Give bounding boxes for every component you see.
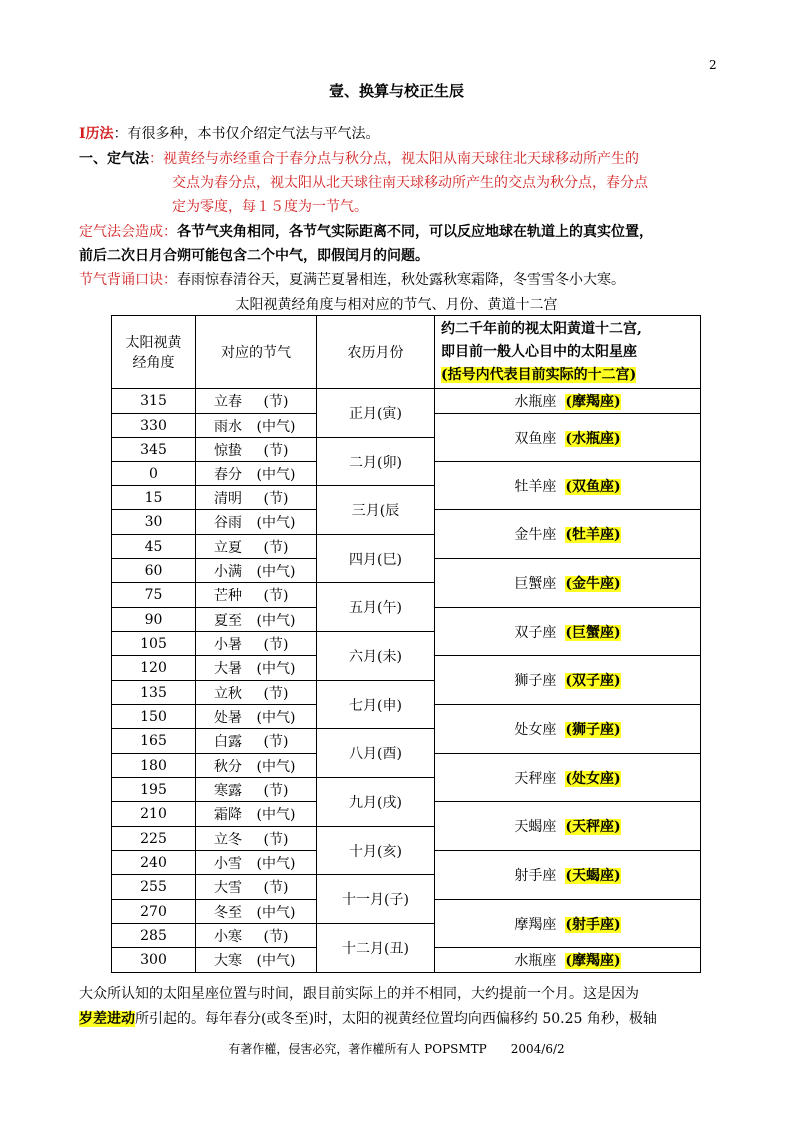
angle-cell: 120 bbox=[112, 656, 196, 681]
zodiac-gap bbox=[556, 394, 565, 410]
header-angle bbox=[112, 316, 196, 389]
zodiac-sign-name: 牡羊座 bbox=[514, 478, 557, 495]
solar-term-name: 白露 bbox=[214, 734, 242, 750]
mnemonic-prefix: 节气背诵口诀： bbox=[79, 272, 177, 288]
angle-cell: 180 bbox=[112, 754, 196, 778]
solar-term-cell bbox=[196, 414, 317, 438]
zodiac-sign-name: 天蝎座 bbox=[514, 819, 557, 835]
solar-term-name: 谷雨 bbox=[214, 515, 242, 531]
solar-term-type: (节) bbox=[263, 539, 289, 556]
zodiac-sign-name: 双鱼座 bbox=[514, 430, 557, 447]
solar-term-cell bbox=[196, 778, 317, 802]
causes-bold1: 各节气夹角相同，各节气实际距离不同，可以反应地球在轨道上的真实位置， bbox=[177, 224, 653, 240]
zodiac-gap bbox=[556, 953, 565, 969]
solar-term-type: (节) bbox=[263, 880, 289, 896]
zodiac-cell bbox=[435, 705, 701, 754]
zodiac-cell bbox=[435, 948, 701, 973]
solar-term-type: (节) bbox=[263, 782, 289, 799]
header-zodiac-line3 bbox=[441, 364, 700, 387]
solar-term-name: 小寒 bbox=[214, 928, 242, 945]
zodiac-actual-sign: (水瓶座) bbox=[565, 430, 621, 447]
solar-term-cell bbox=[196, 510, 317, 535]
solar-term-type: (中气) bbox=[256, 758, 296, 775]
solar-term-name: 芒种 bbox=[214, 588, 242, 604]
zodiac-gap bbox=[556, 722, 565, 738]
solar-term-cell bbox=[196, 438, 317, 462]
lunar-month-cell: 三月(辰 bbox=[317, 486, 435, 535]
solar-term-name: 小暑 bbox=[214, 636, 242, 653]
zodiac-sign-name: 摩羯座 bbox=[514, 916, 557, 933]
angle-cell: 105 bbox=[112, 632, 196, 656]
solar-term-type: (中气) bbox=[256, 807, 296, 823]
precession-highlight: 岁差进动 bbox=[79, 1011, 135, 1027]
solar-term-cell bbox=[196, 851, 317, 875]
angle-cell: 315 bbox=[112, 389, 196, 414]
angle-cell: 195 bbox=[112, 778, 196, 802]
solar-term-cell bbox=[196, 827, 317, 851]
table-row bbox=[112, 389, 701, 414]
zodiac-actual-sign: (摩羯座) bbox=[565, 953, 621, 969]
zodiac-sign-name: 双子座 bbox=[514, 624, 557, 641]
solar-term-cell bbox=[196, 389, 317, 414]
solar-term-cell bbox=[196, 705, 317, 729]
solar-term-name: 处暑 bbox=[214, 709, 242, 726]
angle-cell: 135 bbox=[112, 681, 196, 705]
solar-term-name: 小雪 bbox=[214, 855, 242, 872]
lunar-month-cell: 八月(酉) bbox=[317, 729, 435, 778]
lunar-month-cell: 十二月(丑) bbox=[317, 924, 435, 973]
header-angle-line2: 经角度 bbox=[132, 355, 175, 371]
solar-term-type: (节) bbox=[263, 442, 289, 459]
zodiac-actual-sign: (狮子座) bbox=[565, 722, 621, 738]
zodiac-sign-name: 天秤座 bbox=[514, 770, 557, 787]
lunar-month-cell: 五月(午) bbox=[317, 583, 435, 632]
solar-term-cell bbox=[196, 608, 317, 632]
zodiac-cell bbox=[435, 802, 701, 851]
zodiac-gap bbox=[556, 625, 565, 641]
table-caption: 太阳视黄经角度与相对应的节气、月份、黄道十二宫 bbox=[235, 297, 558, 313]
zodiac-cell bbox=[435, 900, 701, 948]
header-angle-line1: 太阳视黄 bbox=[125, 335, 182, 351]
angle-cell: 150 bbox=[112, 705, 196, 729]
angle-cell: 270 bbox=[112, 900, 196, 924]
zodiac-gap bbox=[556, 771, 565, 787]
zodiac-cell bbox=[435, 389, 701, 414]
lunar-month-cell: 二月(卯) bbox=[317, 438, 435, 486]
solar-term-name: 惊蛰 bbox=[214, 442, 242, 459]
lunar-month-cell: 六月(未) bbox=[317, 632, 435, 681]
page-number: 2 bbox=[709, 58, 717, 72]
solar-term-type: (中气) bbox=[256, 515, 296, 531]
angle-cell: 75 bbox=[112, 583, 196, 608]
solar-term-name: 霜降 bbox=[214, 807, 242, 823]
solar-term-name: 立冬 bbox=[214, 831, 242, 848]
solar-term-type: (中气) bbox=[256, 661, 296, 677]
solar-term-cell bbox=[196, 559, 317, 583]
causes-prefix: 定气法会造成： bbox=[79, 224, 177, 240]
angle-cell: 30 bbox=[112, 510, 196, 535]
angle-cell: 300 bbox=[112, 948, 196, 973]
zodiac-actual-sign: (摩羯座) bbox=[565, 394, 621, 410]
zodiac-cell bbox=[435, 754, 701, 802]
after-table-line2 bbox=[79, 1008, 657, 1030]
solar-term-cell bbox=[196, 802, 317, 827]
causes-line1 bbox=[79, 221, 653, 243]
angle-cell: 255 bbox=[112, 875, 196, 900]
solar-term-type: (中气) bbox=[256, 466, 296, 483]
zodiac-cell bbox=[435, 656, 701, 705]
header-zodiac bbox=[435, 316, 701, 389]
zodiac-sign-name: 狮子座 bbox=[514, 673, 557, 689]
solar-term-cell bbox=[196, 632, 317, 656]
solar-term-cell bbox=[196, 583, 317, 608]
zodiac-actual-sign: (双鱼座) bbox=[565, 478, 621, 495]
intro-line bbox=[79, 123, 380, 145]
solar-term-cell bbox=[196, 924, 317, 948]
mnemonic-line bbox=[79, 269, 625, 291]
solar-term-cell bbox=[196, 535, 317, 559]
solar-term-name: 雨水 bbox=[214, 418, 242, 435]
zodiac-gap bbox=[556, 431, 565, 447]
angle-cell: 90 bbox=[112, 608, 196, 632]
zodiac-gap bbox=[556, 527, 565, 543]
solar-term-type: (节) bbox=[263, 831, 289, 848]
solar-term-name: 大暑 bbox=[214, 661, 242, 677]
solar-term-type: (中气) bbox=[256, 855, 296, 872]
solar-term-type: (中气) bbox=[256, 904, 296, 921]
header-zodiac-note: (括号内代表目前实际的十二宫) bbox=[441, 366, 637, 383]
intro-label: Ⅰ历法 bbox=[79, 126, 114, 142]
solar-term-type: (节) bbox=[263, 734, 289, 750]
angle-cell: 210 bbox=[112, 802, 196, 827]
after-table-text: 所引起的。每年春分(或冬至)时，太阳的视黄经位置均向西偏移约 50.25 角秒，极轴 bbox=[135, 1011, 657, 1027]
solar-term-name: 大雪 bbox=[214, 880, 242, 896]
solar-term-type: (节) bbox=[263, 928, 289, 945]
zodiac-gap bbox=[556, 673, 565, 689]
solar-term-name: 春分 bbox=[214, 466, 242, 483]
zodiac-actual-sign: (金牛座) bbox=[565, 576, 621, 592]
zodiac-actual-sign: (射手座) bbox=[565, 916, 621, 933]
solar-term-name: 立春 bbox=[214, 394, 242, 410]
solar-term-cell bbox=[196, 486, 317, 510]
solar-term-type: (中气) bbox=[256, 563, 296, 580]
solar-term-cell bbox=[196, 656, 317, 681]
solar-term-name: 立夏 bbox=[214, 539, 242, 556]
causes-line2: 前后二次日月合朔可能包含二个中气，即假闰月的问题。 bbox=[79, 248, 429, 264]
header-zodiac-line1: 约二千年前的视太阳黄道十二宫, bbox=[441, 320, 642, 337]
solar-term-name: 大寒 bbox=[214, 953, 242, 969]
lunar-month-cell: 十月(亥) bbox=[317, 827, 435, 875]
zodiac-sign-name: 水瓶座 bbox=[514, 394, 557, 410]
zodiac-sign-name: 巨蟹座 bbox=[514, 576, 557, 592]
lunar-month-cell: 七月(申) bbox=[317, 681, 435, 729]
after-table-line1: 大众所认知的太阳星座位置与时间，跟目前实际上的并不相同，大约提前一个月。这是因为 bbox=[79, 986, 639, 1002]
zodiac-gap bbox=[556, 868, 565, 884]
solar-term-name: 秋分 bbox=[214, 758, 242, 775]
solar-term-cell bbox=[196, 754, 317, 778]
angle-cell: 345 bbox=[112, 438, 196, 462]
section1-line2: 交点为春分点，视太阳从北天球往南天球移动所产生的交点为秋分点，春分点 bbox=[172, 175, 648, 191]
angle-cell: 0 bbox=[112, 462, 196, 486]
angle-cell: 15 bbox=[112, 486, 196, 510]
solar-term-name: 立秋 bbox=[214, 685, 242, 702]
zodiac-sign-name: 金牛座 bbox=[514, 527, 557, 543]
solar-term-type: (节) bbox=[263, 394, 289, 410]
solar-term-type: (中气) bbox=[256, 612, 296, 629]
angle-cell: 240 bbox=[112, 851, 196, 875]
section1-label: 一、定气法 bbox=[79, 151, 149, 167]
angle-cell: 60 bbox=[112, 559, 196, 583]
angle-cell: 225 bbox=[112, 827, 196, 851]
solar-term-cell bbox=[196, 875, 317, 900]
solar-term-cell bbox=[196, 681, 317, 705]
solar-term-name: 冬至 bbox=[214, 904, 242, 921]
zodiac-cell bbox=[435, 462, 701, 510]
zodiac-actual-sign: (天蝎座) bbox=[565, 868, 621, 884]
solar-term-type: (节) bbox=[263, 588, 289, 604]
solar-term-cell bbox=[196, 729, 317, 754]
page-title: 壹、换算与校正生辰 bbox=[328, 82, 464, 100]
solar-term-name: 小满 bbox=[214, 563, 242, 580]
zodiac-actual-sign: (牡羊座) bbox=[565, 527, 621, 543]
section1-line1 bbox=[79, 148, 639, 170]
angle-cell: 45 bbox=[112, 535, 196, 559]
intro-text: ：有很多种，本书仅介绍定气法与平气法。 bbox=[113, 126, 380, 142]
zodiac-sign-name: 射手座 bbox=[514, 868, 557, 884]
header-term: 对应的节气 bbox=[196, 316, 317, 389]
solar-term-name: 清明 bbox=[214, 490, 242, 507]
header-zodiac-line2: 即目前一般人心目中的太阳星座 bbox=[441, 343, 637, 360]
solar-term-type: (中气) bbox=[256, 953, 296, 969]
lunar-month-cell: 四月(巳) bbox=[317, 535, 435, 583]
solar-term-type: (节) bbox=[263, 490, 289, 507]
angle-cell: 285 bbox=[112, 924, 196, 948]
zodiac-actual-sign: (双子座) bbox=[565, 673, 621, 689]
zodiac-gap bbox=[556, 576, 565, 592]
solar-term-type: (节) bbox=[263, 685, 289, 702]
solar-terms-table bbox=[111, 315, 701, 973]
zodiac-cell bbox=[435, 510, 701, 559]
section1-line3: 定为零度，每１５度为一节气。 bbox=[172, 199, 368, 215]
solar-term-cell bbox=[196, 462, 317, 486]
solar-term-cell bbox=[196, 900, 317, 924]
copyright-footer: 有著作權，侵害必究，著作權所有人 POPSMTP 2004/6/2 bbox=[228, 1042, 565, 1056]
solar-term-cell bbox=[196, 948, 317, 973]
zodiac-cell bbox=[435, 559, 701, 608]
zodiac-gap bbox=[556, 819, 565, 835]
solar-term-type: (节) bbox=[263, 636, 289, 653]
mnemonic-text: 春雨惊春清谷天，夏满芒夏暑相连，秋处露秋寒霜降，冬雪雪冬小大寒。 bbox=[177, 272, 625, 288]
zodiac-cell bbox=[435, 608, 701, 656]
zodiac-cell bbox=[435, 414, 701, 462]
zodiac-gap bbox=[556, 479, 565, 495]
header-month: 农历月份 bbox=[317, 316, 435, 389]
zodiac-cell bbox=[435, 851, 701, 900]
section1-text: ：视黄经与赤经重合于春分点与秋分点，视太阳从南天球往北天球移动所产生的 bbox=[149, 151, 639, 167]
solar-term-name: 寒露 bbox=[214, 782, 242, 799]
angle-cell: 165 bbox=[112, 729, 196, 754]
lunar-month-cell: 九月(戌) bbox=[317, 778, 435, 827]
solar-term-type: (中气) bbox=[256, 418, 296, 435]
zodiac-actual-sign: (处女座) bbox=[565, 770, 621, 787]
angle-cell: 330 bbox=[112, 414, 196, 438]
lunar-month-cell: 正月(寅) bbox=[317, 389, 435, 438]
zodiac-sign-name: 处女座 bbox=[514, 722, 557, 738]
zodiac-gap bbox=[556, 917, 565, 933]
zodiac-sign-name: 水瓶座 bbox=[514, 953, 557, 969]
zodiac-actual-sign: (天秤座) bbox=[565, 819, 621, 835]
zodiac-actual-sign: (巨蟹座) bbox=[565, 624, 621, 641]
solar-term-name: 夏至 bbox=[214, 612, 242, 629]
lunar-month-cell: 十一月(子) bbox=[317, 875, 435, 924]
solar-term-type: (中气) bbox=[256, 709, 296, 726]
